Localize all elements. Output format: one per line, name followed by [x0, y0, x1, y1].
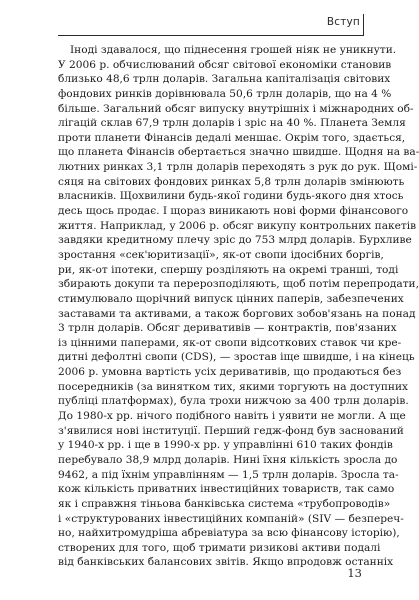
running-header	[58, 14, 364, 36]
text-line: заставами та активами, а також боргових зобов'язань на понад	[58, 307, 416, 320]
page-number: 13	[347, 566, 362, 580]
text-line: кож кількість приватних інвестиційних товариств, так само	[58, 483, 395, 496]
text-line: перебувало 38,9 млрд доларів. Нині їхня кількість зросла до	[58, 453, 398, 466]
text-line: з'явилися нові інституції. Перший гедж-фонд був заснований	[58, 424, 404, 437]
text-line: 3 трлн доларів. Обсяг деривативів — контрактів, пов'язаних	[58, 322, 397, 335]
text-line: що планета Фінансів обертається значно швидше. Щодня на ва-	[58, 146, 419, 159]
text-line: власників. Щохвилини будь-якої години будь-якого дня хтось	[58, 190, 404, 203]
text-line: До 1980-х рр. нічого подібного навіть і уявити не могли. А ще	[58, 410, 406, 423]
header-rule	[58, 35, 364, 36]
text-line: У 2006 р. обчислюваний обсяг світової економіки становив	[58, 58, 392, 71]
text-line: сяця на світових фондових ринках 5,8 трлн доларів змінюють	[58, 175, 405, 188]
text-line: як і справжня тіньова банківська система «трубопроводів»	[58, 497, 391, 510]
text-line: десь щось продає. І щораз виникають нові форми фінансового	[58, 205, 409, 218]
body-paragraph	[58, 43, 419, 570]
text-line: фондових ринків дорівнювала 50,6 трлн доларів, що на 4 %	[58, 87, 392, 100]
text-line: дитні дефолтні свопи (CDS), — зростав іще швидше, і на кінець	[58, 351, 415, 364]
running-title: Вступ	[326, 16, 360, 28]
text-line: Іноді здавалося, що піднесення грошей ніяк не уникнути.	[70, 44, 397, 56]
text-line: зростання «сек'юритизації», як-от свопи ідосібних боргів,	[58, 248, 384, 261]
text-line: створених для того, щоб тримати ризикові активи подалі	[58, 541, 381, 554]
text-line: більше. Загальний обсяг випуску внутрішніх і міжнародних об-	[58, 102, 414, 115]
text-line: завдяки кредитному плечу зріс до 753 млрд доларів. Бурхливе	[58, 234, 412, 247]
text-line: 2006 р. умовна вартість усіх деривативів, що продаються без	[58, 366, 402, 379]
text-line: лютних ринках 3,1 трлн доларів переходять з рук до рук. Щомі-	[58, 161, 418, 174]
text-line: життя. Наприклад, у 2006 р. обсяг викупу контрольних пакетів	[58, 219, 417, 232]
text-line: 9462, а під їхнім управлінням — 1,5 трлн доларів. Зросла та-	[58, 468, 399, 481]
text-line: збирають докупи та перерозподіляють, щоб потім перепродати,	[58, 278, 419, 291]
text-line: і «структурованих інвестиційних компаній» (SIV — безпереч-	[58, 512, 404, 525]
text-line: стимулювало щорічний випуск цінних паперів, забезпечених	[58, 292, 404, 305]
text-line: із цінними паперами, як-от свопи відсоткових ставок чи кре-	[58, 336, 402, 349]
text-line: но, найхитромудріша абревіатура за всю фінансову історію),	[58, 527, 400, 540]
text-line: ри, як-от іпотеки, спершу розділяють на окремі транші, тоді	[58, 263, 399, 276]
text-line: публіці платформах), була трохи нижчою за 400 трлн доларів.	[58, 395, 409, 408]
text-line: від банківських балансових звітів. Якщо впродовж останніх	[58, 556, 394, 569]
text-line: у 1940-х рр. і ще в 1990-х рр. у управлінні 610 таких фондів	[58, 439, 393, 452]
text-line: близько 48,6 трлн доларів. Загальна капіталізація світових	[58, 73, 391, 86]
text-line: лігацій склав 67,9 трлн доларів і зріс на 40 %. Планета Земля	[58, 117, 406, 130]
text-line: проти планети Фінансів дедалі меншає. Окрім того, здається,	[58, 131, 406, 144]
header-corner-tick	[363, 14, 364, 36]
text-line: посередників (за винятком тих, якими торгують на доступних	[58, 380, 409, 393]
